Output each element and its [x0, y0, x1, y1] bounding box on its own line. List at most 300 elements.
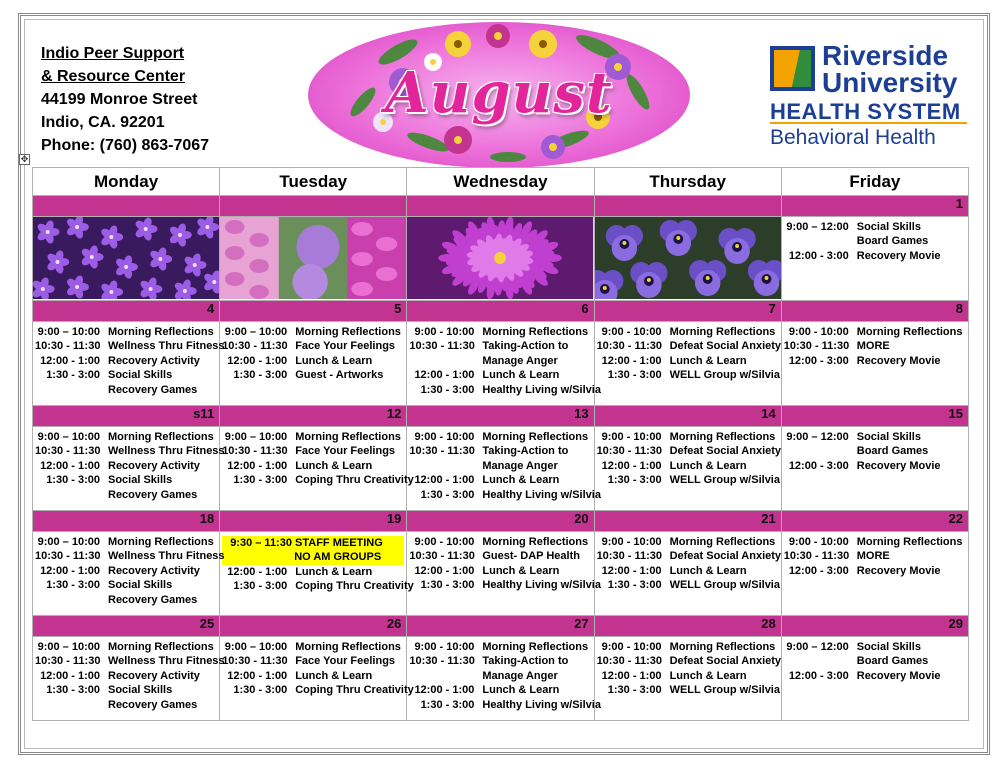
schedule-time: 12:00 - 1:00	[414, 474, 475, 487]
center-name-line2: & Resource Center	[41, 68, 186, 85]
schedule-activity: Morning Reflections	[482, 641, 589, 653]
schedule-time: 1:30 - 3:00	[420, 383, 475, 396]
schedule-time: 10:30 - 11:30	[409, 340, 475, 353]
schedule-activity: Morning Reflections	[856, 536, 963, 548]
schedule-activity: Manage Anger	[482, 669, 558, 682]
schedule-time: 10:30 - 11:30	[35, 550, 101, 563]
day-cell-friday[interactable]	[781, 427, 968, 511]
schedule-activity: Morning Reflections	[108, 431, 214, 443]
schedule-activity: Lunch & Learn	[295, 459, 373, 472]
schedule-activity: Guest- DAP Health	[482, 550, 580, 563]
schedule-activity: Morning Reflections	[295, 326, 401, 338]
schedule-activity: Taking-Action to	[482, 340, 569, 353]
schedule-activity: Lunch & Learn	[669, 564, 747, 577]
schedule-time: 10:30 - 11:30	[783, 340, 850, 353]
day-cell-monday[interactable]	[33, 532, 225, 616]
date-number-thursday	[594, 196, 781, 217]
date-row	[33, 406, 969, 427]
events-row	[33, 217, 969, 301]
schedule-time: 1:30 - 3:00	[46, 369, 100, 382]
schedule-activity: Recovery Activity	[108, 354, 200, 367]
schedule-item	[784, 354, 966, 368]
schedule-activity: Recovery Games	[108, 593, 198, 606]
schedule-item	[222, 640, 404, 654]
schedule-item	[597, 640, 779, 654]
schedule-item	[409, 549, 591, 563]
day-cell-tuesday[interactable]	[220, 427, 414, 511]
day-cell-wednesday[interactable]	[407, 532, 601, 616]
schedule-time: 10:30 - 11:30	[596, 445, 662, 458]
schedule-time: 9:00 - 10:00	[601, 641, 662, 653]
schedule-item	[35, 459, 217, 473]
weekday-wednesday: Wednesday	[407, 168, 594, 196]
day-cell-friday[interactable]	[781, 637, 968, 721]
events-row	[33, 427, 969, 511]
schedule-time: 10:30 - 11:30	[596, 340, 662, 353]
schedule-item	[597, 578, 779, 592]
month-banner	[308, 22, 690, 168]
schedule-item	[35, 488, 217, 502]
day-cell-thursday[interactable]	[594, 322, 781, 406]
schedule-time: 12:00 - 1:00	[227, 459, 288, 472]
schedule-item	[596, 654, 782, 668]
schedule-time: 9:00 - 10:00	[601, 326, 662, 338]
logo-mark-icon	[770, 46, 815, 91]
schedule-activity: Social Skills	[108, 474, 173, 487]
schedule-item	[784, 535, 966, 549]
date-number-monday: s11	[33, 406, 220, 427]
schedule-activity: Recovery Movie	[856, 564, 941, 577]
month-title: August	[385, 60, 613, 126]
street-address: 44199 Monroe Street	[41, 91, 198, 108]
weekday-monday: Monday	[33, 168, 220, 196]
city-state-zip: Indio, CA. 92201	[41, 114, 165, 131]
schedule-activity: Face Your Feelings	[295, 655, 396, 668]
schedule-item	[597, 354, 779, 368]
schedule-item	[409, 564, 591, 578]
schedule-time: 1:30 - 3:00	[607, 474, 662, 487]
date-number-monday	[33, 196, 220, 217]
schedule-time: 9:00 - 10:00	[788, 326, 849, 338]
schedule-activity: Defeat Social Anxiety	[669, 445, 782, 458]
schedule-activity: Guest - Artworks	[295, 369, 384, 382]
schedule-item	[35, 564, 217, 578]
schedule-item	[222, 579, 414, 593]
schedule-item	[409, 325, 591, 339]
schedule-activity: Morning Reflections	[669, 431, 776, 443]
date-number-tuesday: 12	[220, 406, 407, 427]
schedule-activity: Wellness Thru Fitness	[108, 550, 225, 563]
schedule-item	[597, 368, 779, 382]
schedule-activity: Recovery Movie	[856, 354, 941, 367]
schedule-item	[409, 578, 601, 592]
date-number-monday: 25	[33, 616, 220, 637]
schedule-activity: WELL Group w/Silvia	[669, 579, 780, 592]
schedule-time: 1:30 - 3:00	[420, 579, 475, 592]
schedule-item	[409, 444, 591, 458]
schedule-time: 12:00 - 1:00	[414, 564, 475, 577]
calendar-table	[32, 167, 969, 721]
schedule-activity: Morning Reflections	[669, 326, 776, 338]
weekday-tuesday: Tuesday	[220, 168, 407, 196]
schedule-item	[222, 368, 404, 382]
schedule-activity: Healthy Living w/Silvia	[482, 579, 601, 592]
riverside-logo	[770, 40, 970, 164]
schedule-item	[596, 549, 782, 563]
date-number-thursday: 28	[594, 616, 781, 637]
events-row	[33, 532, 969, 616]
events-row	[33, 637, 969, 721]
phone-number: Phone: (760) 863-7067	[41, 137, 210, 154]
schedule-time: 12:00 - 1:00	[40, 564, 100, 577]
weekday-header-row	[33, 168, 969, 196]
schedule-time: 1:30 - 3:00	[420, 488, 475, 501]
schedule-activity: Recovery Movie	[856, 249, 941, 262]
schedule-activity: Wellness Thru Fitness	[108, 340, 225, 353]
schedule-time: 12:00 - 3:00	[788, 249, 849, 262]
schedule-time: 12:00 - 3:00	[788, 354, 849, 367]
schedule-item	[35, 578, 217, 592]
date-number-tuesday	[220, 196, 407, 217]
schedule-activity: Lunch & Learn	[669, 669, 747, 682]
center-address	[41, 42, 209, 157]
schedule-activity: Lunch & Learn	[482, 684, 560, 697]
schedule-activity: Board Games	[856, 235, 929, 248]
schedule-item	[222, 325, 404, 339]
schedule-time: 10:30 - 11:30	[35, 445, 101, 458]
schedule-item	[35, 669, 217, 683]
schedule-item	[35, 683, 217, 697]
schedule-item	[409, 459, 591, 473]
schedule-activity: Defeat Social Anxiety	[669, 550, 782, 563]
schedule-activity: Wellness Thru Fitness	[108, 655, 225, 668]
schedule-item	[222, 444, 404, 458]
day-cell-tuesday[interactable]	[220, 322, 407, 406]
schedule-activity: Morning Reflections	[295, 641, 401, 653]
schedule-time: 12:00 - 1:00	[414, 684, 475, 697]
schedule-activity: Board Games	[856, 655, 929, 668]
day-cell-monday[interactable]	[33, 637, 225, 721]
day-cell-tuesday[interactable]	[220, 217, 407, 301]
day-cell-tuesday[interactable]	[220, 637, 414, 721]
schedule-item	[409, 339, 591, 353]
schedule-activity: Recovery Games	[108, 383, 198, 396]
schedule-time: 9:00 - 10:00	[414, 536, 475, 548]
day-cell-wednesday[interactable]	[407, 427, 601, 511]
weekday-thursday: Thursday	[594, 168, 781, 196]
date-number-thursday: 7	[594, 301, 781, 322]
date-number-tuesday: 26	[220, 616, 407, 637]
schedule-time: 9:00 - 10:00	[601, 536, 662, 548]
schedule-item	[35, 383, 217, 397]
schedule-time: 12:00 - 3:00	[788, 459, 849, 472]
schedule-activity: Morning Reflections	[856, 326, 963, 338]
day-cell-thursday[interactable]	[594, 217, 781, 301]
schedule-item	[222, 473, 414, 487]
schedule-item	[596, 339, 782, 353]
schedule-time: 1:30 - 3:00	[233, 369, 288, 382]
schedule-item	[35, 535, 217, 549]
schedule-item	[597, 325, 779, 339]
day-cell-monday[interactable]	[33, 427, 225, 511]
schedule-activity: Social Skills	[108, 369, 173, 382]
date-number-tuesday: 19	[220, 511, 407, 532]
schedule-activity: Healthy Living w/Silvia	[482, 383, 601, 396]
schedule-activity: Recovery Activity	[108, 669, 200, 682]
schedule-time: 9:00 - 10:00	[788, 536, 849, 548]
schedule-item	[409, 368, 591, 382]
schedule-item	[35, 430, 217, 444]
schedule-time: 10:30 - 11:30	[35, 340, 101, 353]
schedule-time: 1:30 - 3:00	[46, 684, 100, 697]
center-name-line1: Indio Peer Support	[41, 45, 185, 62]
schedule-item	[409, 354, 591, 368]
schedule-time: 10:30 - 11:30	[409, 550, 475, 563]
date-number-wednesday	[407, 196, 594, 217]
no-am-groups-notice: NO AM GROUPS	[222, 550, 404, 564]
table-move-handle-icon[interactable]: ✥	[20, 154, 29, 164]
schedule-activity: Healthy Living w/Silvia	[482, 488, 601, 501]
schedule-activity: Social Skills	[108, 579, 173, 592]
schedule-time: 1:30 - 3:00	[607, 684, 662, 697]
schedule-item	[784, 249, 966, 263]
schedule-item	[409, 640, 591, 654]
schedule-item	[409, 473, 591, 487]
day-cell-friday[interactable]	[781, 322, 968, 406]
day-cell-monday[interactable]	[33, 322, 225, 406]
schedule-activity: Morning Reflections	[669, 641, 776, 653]
schedule-activity: Recovery Games	[108, 488, 198, 501]
day-cell-thursday[interactable]	[594, 427, 781, 511]
schedule-time: 12:00 - 1:00	[227, 669, 288, 682]
schedule-activity: Face Your Feelings	[295, 340, 396, 353]
schedule-item	[597, 535, 779, 549]
schedule-item	[784, 640, 966, 654]
schedule-item	[597, 430, 779, 444]
schedule-time: 9:00 – 10:00	[37, 326, 100, 338]
schedule-activity: Lunch & Learn	[482, 564, 560, 577]
schedule-time: 1:30 - 3:00	[233, 474, 288, 487]
date-number-friday: 8	[781, 301, 968, 322]
schedule-time: 1:30 - 3:00	[46, 579, 100, 592]
schedule-item	[35, 354, 217, 368]
schedule-time: 9:00 – 10:00	[224, 326, 288, 338]
schedule-activity: Morning Reflections	[482, 326, 589, 338]
schedule-time: 9:00 – 10:00	[37, 641, 100, 653]
schedule-activity: Morning Reflections	[295, 431, 401, 443]
schedule-time: 9:00 – 12:00	[786, 431, 849, 443]
schedule-item	[222, 430, 404, 444]
weekday-friday: Friday	[781, 168, 968, 196]
schedule-activity: Manage Anger	[482, 459, 558, 472]
schedule-activity: Lunch & Learn	[295, 565, 373, 578]
schedule-time: 9:00 - 10:00	[601, 431, 662, 443]
schedule-time: 10:30 - 11:30	[35, 655, 101, 668]
schedule-item	[222, 565, 404, 579]
date-number-friday: 1	[781, 196, 968, 217]
day-cell-wednesday[interactable]	[407, 637, 601, 721]
schedule-time: 12:00 - 1:00	[40, 669, 100, 682]
schedule-item	[35, 698, 217, 712]
schedule-time: 12:00 - 1:00	[601, 459, 662, 472]
schedule-time: 12:00 - 1:00	[40, 354, 100, 367]
schedule-time: 12:00 - 1:00	[227, 354, 288, 367]
schedule-time: 9:00 - 10:00	[414, 641, 475, 653]
schedule-time: 1:30 - 3:00	[420, 698, 475, 711]
schedule-time: 12:00 - 1:00	[414, 369, 475, 382]
schedule-activity: Social Skills	[856, 641, 921, 653]
schedule-activity: Wellness Thru Fitness	[108, 445, 225, 458]
schedule-item	[35, 325, 217, 339]
schedule-item	[784, 430, 966, 444]
day-cell-friday[interactable]	[781, 217, 968, 301]
date-number-friday: 15	[781, 406, 968, 427]
schedule-time: 1:30 - 3:00	[233, 684, 288, 697]
schedule-item	[222, 339, 404, 353]
schedule-time: 12:00 - 1:00	[601, 669, 662, 682]
schedule-activity: MORE	[856, 340, 890, 353]
schedule-time: 1:30 - 3:00	[607, 369, 662, 382]
schedule-item	[409, 669, 591, 683]
schedule-item	[35, 368, 217, 382]
schedule-item	[222, 459, 404, 473]
schedule-activity: WELL Group w/Silvia	[669, 684, 780, 697]
date-number-wednesday: 6	[407, 301, 594, 322]
schedule-activity: Morning Reflections	[108, 326, 214, 338]
schedule-item	[597, 473, 779, 487]
schedule-time: 9:00 - 10:00	[414, 431, 475, 443]
schedule-item	[784, 564, 966, 578]
events-row	[33, 322, 969, 406]
logo-text-behavioral-health: Behavioral Health	[770, 122, 967, 150]
schedule-activity: Morning Reflections	[108, 641, 214, 653]
schedule-item	[784, 444, 966, 458]
schedule-activity: Coping Thru Creativity	[295, 684, 414, 697]
schedule-time: 9:00 – 10:00	[224, 641, 288, 653]
date-number-friday: 29	[781, 616, 968, 637]
schedule-activity: Defeat Social Anxiety	[669, 340, 782, 353]
logo-text-university: University	[822, 67, 958, 98]
date-number-wednesday: 20	[407, 511, 594, 532]
schedule-item	[35, 593, 217, 607]
schedule-item	[409, 698, 601, 712]
staff-meeting-notice: 9:30 – 11:30 STAFF MEETING	[222, 536, 404, 550]
schedule-activity: Recovery Games	[108, 698, 198, 711]
schedule-activity: WELL Group w/Silvia	[669, 474, 780, 487]
schedule-activity: Defeat Social Anxiety	[669, 655, 782, 668]
schedule-time: 10:30 - 11:30	[596, 550, 662, 563]
schedule-activity: Healthy Living w/Silvia	[482, 698, 601, 711]
date-number-wednesday: 13	[407, 406, 594, 427]
logo-text-health-system: HEALTH SYSTEM	[770, 99, 961, 124]
schedule-activity: Morning Reflections	[108, 536, 214, 548]
day-cell-monday[interactable]	[33, 217, 220, 301]
schedule-activity: Recovery Movie	[856, 459, 941, 472]
schedule-item	[222, 354, 404, 368]
schedule-time: 1:30 - 3:00	[46, 474, 100, 487]
schedule-time: 10:30 - 11:30	[222, 340, 288, 353]
schedule-item	[784, 459, 966, 473]
schedule-time: 9:00 – 10:00	[224, 431, 288, 443]
purple-dahlia-flower-image	[407, 217, 593, 299]
schedule-activity: Taking-Action to	[482, 655, 569, 668]
schedule-item	[597, 683, 779, 697]
schedule-time: 12:00 - 1:00	[40, 459, 100, 472]
schedule-item	[222, 669, 404, 683]
schedule-activity: Face Your Feelings	[295, 445, 396, 458]
schedule-activity: Social Skills	[108, 684, 173, 697]
schedule-item	[784, 339, 966, 353]
date-number-thursday: 14	[594, 406, 781, 427]
schedule-item	[784, 654, 966, 668]
schedule-item	[409, 683, 591, 697]
schedule-time: 9:00 – 12:00	[786, 641, 849, 653]
day-cell-tuesday[interactable]	[220, 532, 414, 616]
schedule-activity: Recovery Activity	[108, 459, 200, 472]
schedule-activity: Lunch & Learn	[295, 354, 373, 367]
schedule-time: 10:30 - 11:30	[409, 655, 475, 668]
schedule-item	[35, 473, 217, 487]
schedule-activity: Recovery Movie	[856, 669, 941, 682]
date-row	[33, 301, 969, 322]
schedule-activity: Coping Thru Creativity	[295, 474, 414, 487]
schedule-item	[596, 444, 782, 458]
schedule-activity: Social Skills	[856, 221, 921, 233]
purple-phlox-flowers-image	[33, 217, 219, 299]
schedule-time: 10:30 - 11:30	[222, 655, 288, 668]
schedule-activity: WELL Group w/Silvia	[669, 369, 780, 382]
schedule-item	[35, 549, 225, 563]
date-row	[33, 511, 969, 532]
schedule-time: 9:00 – 10:00	[37, 431, 100, 443]
day-cell-wednesday[interactable]	[407, 217, 594, 301]
date-row	[33, 196, 969, 217]
schedule-item	[222, 654, 404, 668]
schedule-time: 1:30 - 3:00	[607, 579, 662, 592]
schedule-time: 12:00 - 1:00	[601, 564, 662, 577]
day-cell-friday[interactable]	[781, 532, 968, 616]
schedule-item	[409, 488, 601, 502]
schedule-time: 10:30 - 11:30	[222, 445, 288, 458]
schedule-item	[35, 654, 225, 668]
logo-text-riverside: Riverside	[822, 40, 949, 71]
schedule-activity: Lunch & Learn	[295, 669, 373, 682]
schedule-activity: Lunch & Learn	[669, 354, 747, 367]
schedule-item	[35, 640, 217, 654]
schedule-item	[784, 220, 966, 234]
schedule-item	[784, 669, 966, 683]
day-cell-wednesday[interactable]	[407, 322, 601, 406]
schedule-activity: Coping Thru Creativity	[295, 580, 414, 593]
schedule-activity: Board Games	[856, 445, 929, 458]
date-number-monday: 4	[33, 301, 220, 322]
schedule-activity: Lunch & Learn	[482, 474, 560, 487]
schedule-activity: Morning Reflections	[482, 431, 589, 443]
calendar-header	[28, 22, 980, 170]
date-number-friday: 22	[781, 511, 968, 532]
schedule-item	[35, 444, 225, 458]
schedule-item	[409, 535, 591, 549]
schedule-activity: MORE	[856, 550, 890, 563]
purple-pansy-flowers-image	[595, 217, 781, 299]
date-number-thursday: 21	[594, 511, 781, 532]
day-cell-thursday[interactable]	[594, 637, 781, 721]
day-cell-thursday[interactable]	[594, 532, 781, 616]
schedule-time: 12:00 - 3:00	[788, 564, 849, 577]
schedule-item	[409, 654, 591, 668]
date-row	[33, 616, 969, 637]
schedule-time: 9:00 – 12:00	[786, 221, 849, 233]
